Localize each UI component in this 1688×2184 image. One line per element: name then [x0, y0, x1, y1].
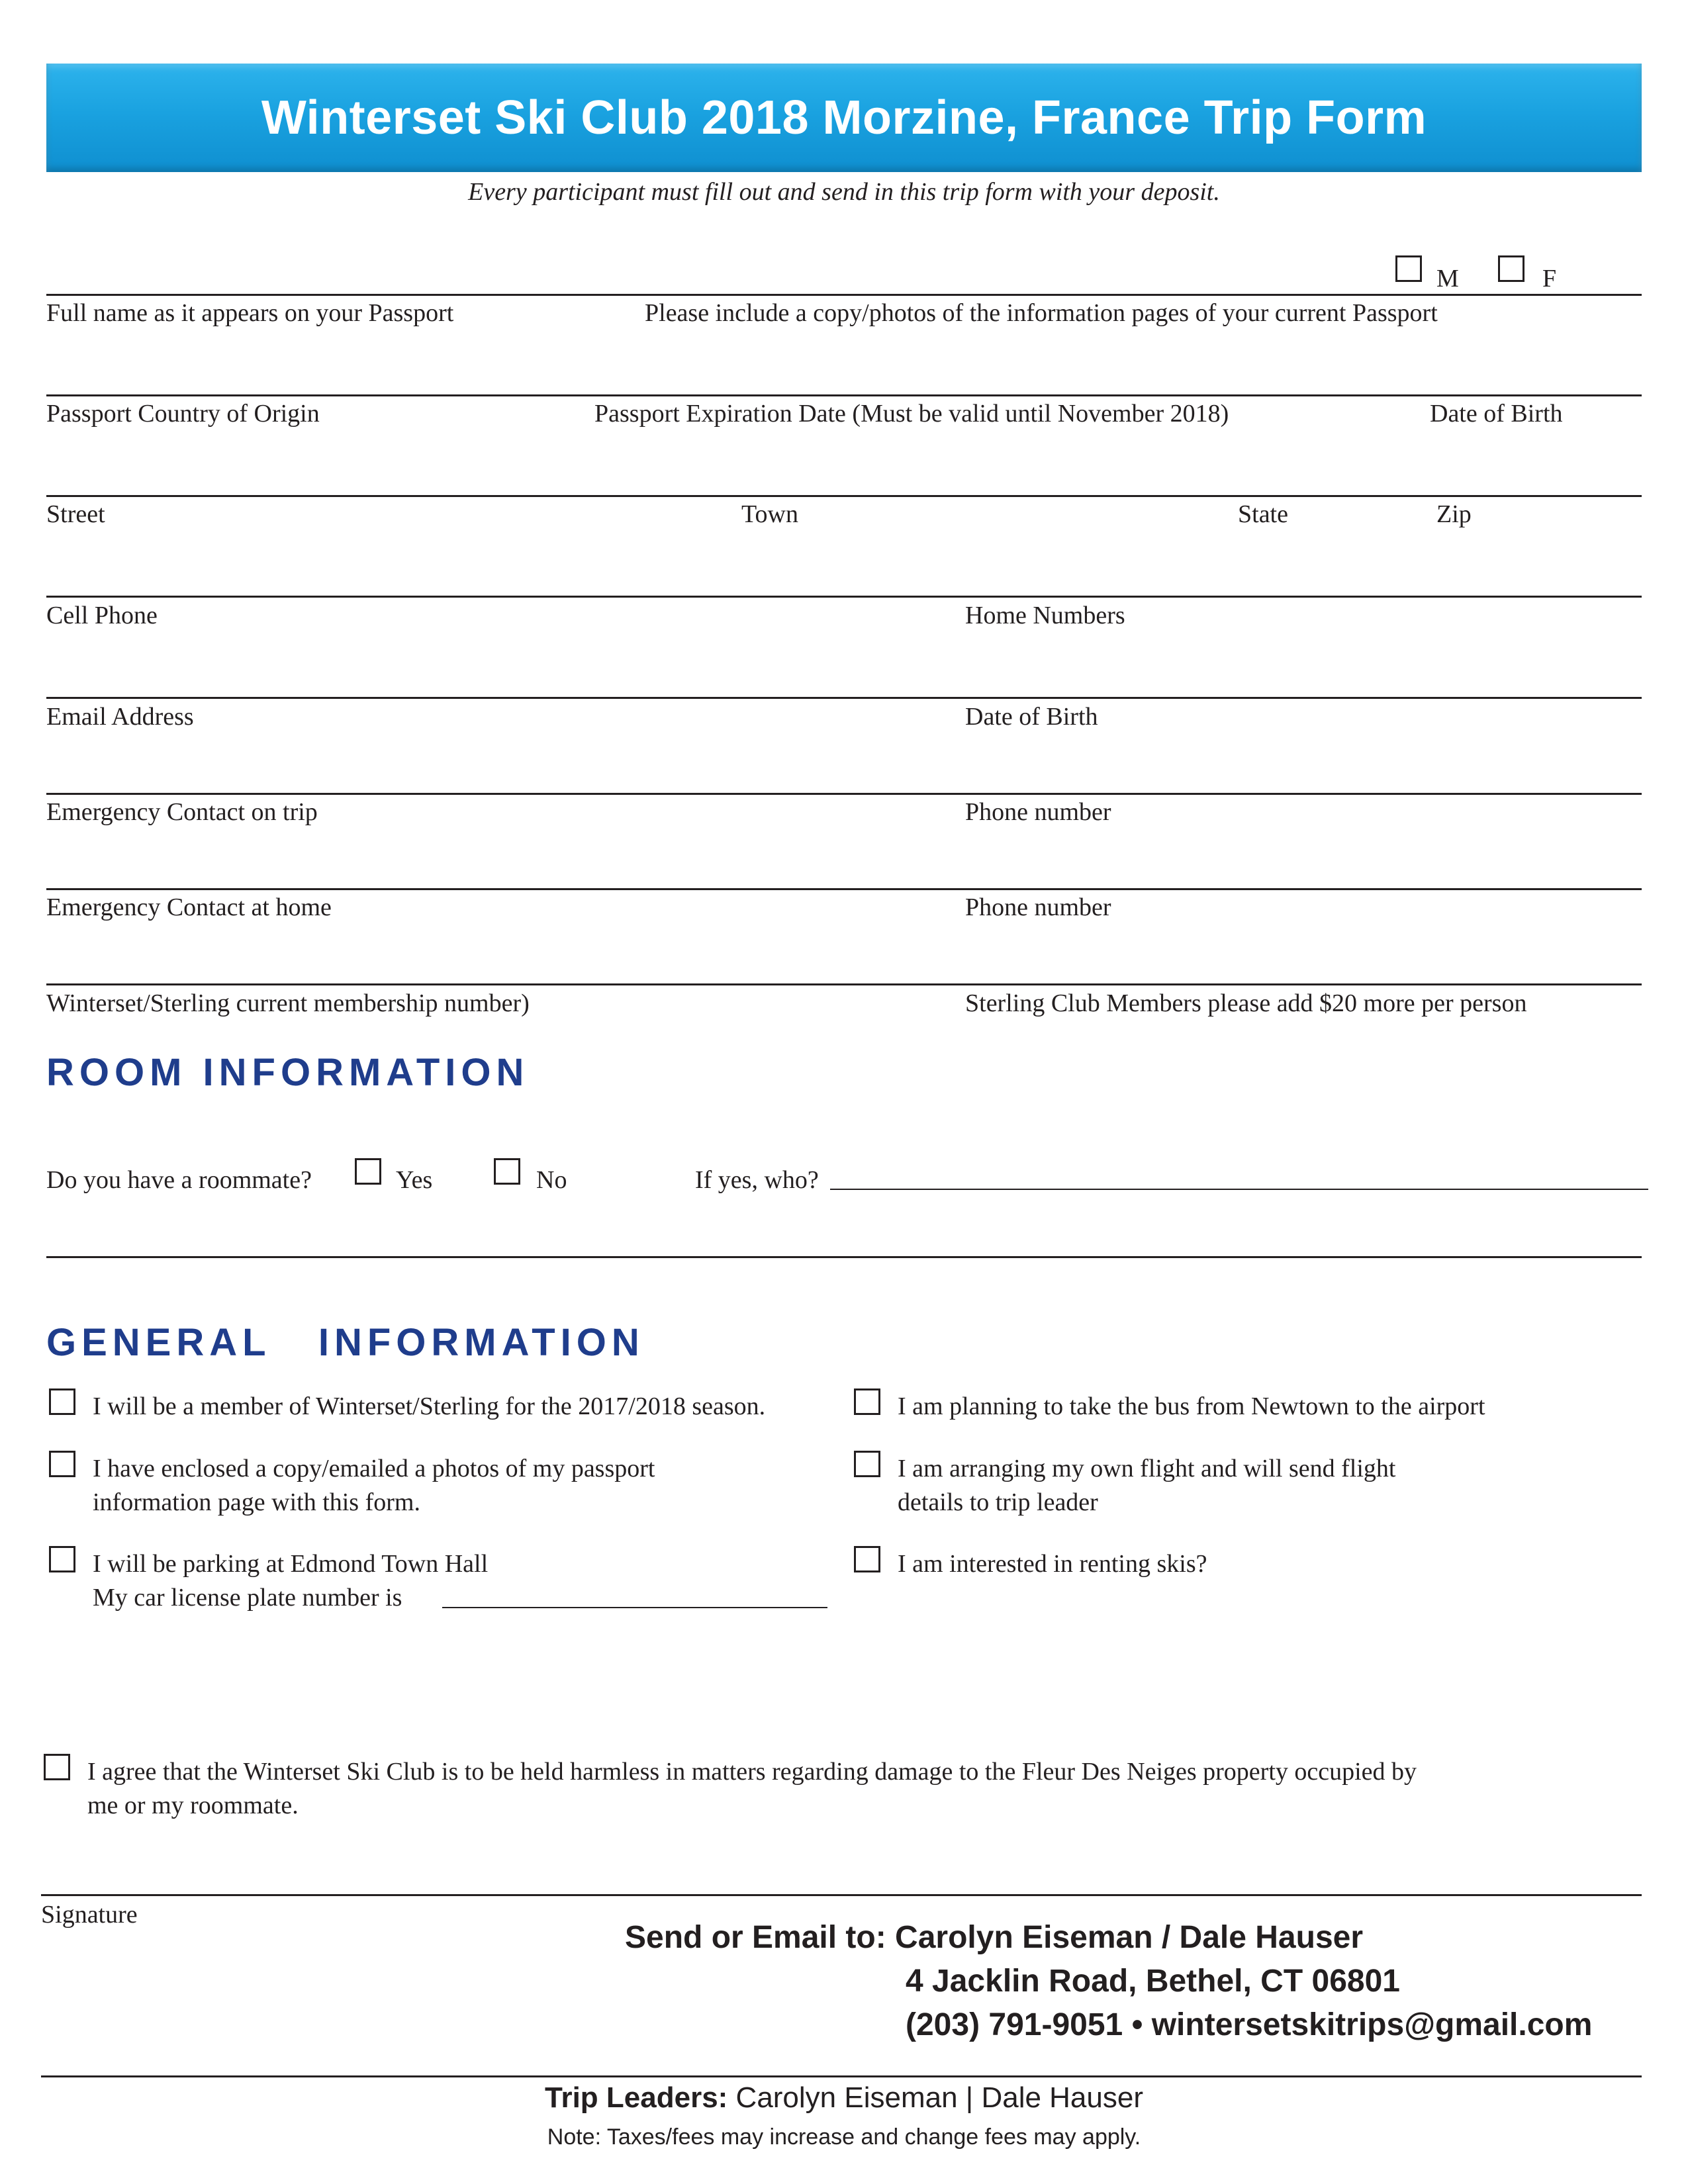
own-flight-label: I am arranging my own flight and will send flight details to trip leader: [898, 1455, 1396, 1516]
passport-line[interactable]: [46, 394, 1642, 396]
emergency-home-label: Emergency Contact at home: [46, 893, 332, 921]
emergency-trip-line[interactable]: [46, 793, 1642, 795]
member-season-label: I will be a member of Winterset/Sterling for the 2017/2018 season.: [93, 1392, 766, 1420]
agreement-checkbox[interactable]: [44, 1754, 70, 1780]
roommate-who-label: If yes, who?: [695, 1166, 819, 1194]
phone-line[interactable]: [46, 596, 1642, 598]
send-to-address: 4 Jacklin Road, Bethel, CT 06801: [906, 1964, 1400, 1999]
page-title: Winterset Ski Club 2018 Morzine, France Trip Form: [261, 91, 1427, 144]
page-subtitle: Every participant must fill out and send in this trip form with your deposit.: [468, 178, 1220, 206]
bus-checkbox[interactable]: [854, 1388, 880, 1415]
rent-skis-label: I am interested in renting skis?: [898, 1550, 1207, 1578]
roommate-yes-label: Yes: [396, 1166, 433, 1194]
room-divider: [46, 1256, 1642, 1258]
roommate-question: Do you have a roommate?: [46, 1166, 312, 1194]
date-of-birth-label-2: Date of Birth: [965, 703, 1098, 731]
full-name-label: Full name as it appears on your Passport: [46, 299, 454, 327]
gender-male-checkbox[interactable]: [1395, 255, 1422, 282]
cell-phone-label: Cell Phone: [46, 602, 158, 629]
title-banner: [46, 64, 1642, 172]
gender-male-label: M: [1436, 265, 1459, 293]
address-line[interactable]: [46, 495, 1642, 497]
footer-divider: [41, 2075, 1642, 2077]
roommate-yes-checkbox[interactable]: [355, 1158, 381, 1185]
phone-trip-label: Phone number: [965, 798, 1111, 826]
trip-leaders-names: Carolyn Eiseman | Dale Hauser: [727, 2081, 1143, 2114]
passport-country-label: Passport Country of Origin: [46, 400, 320, 428]
footer-note: Note: Taxes/fees may increase and change fees may apply.: [547, 2124, 1141, 2150]
gender-female-checkbox[interactable]: [1498, 255, 1524, 282]
passport-copy-note: Please include a copy/photos of the information pages of your current Passport: [645, 299, 1438, 327]
sterling-note: Sterling Club Members please add $20 more per person: [965, 989, 1527, 1017]
emergency-home-line[interactable]: [46, 888, 1642, 890]
passport-enclosed-label: I have enclosed a copy/emailed a photos of my passport information page with this form.: [93, 1455, 655, 1516]
home-numbers-label: Home Numbers: [965, 602, 1125, 629]
emergency-trip-label: Emergency Contact on trip: [46, 798, 318, 826]
signature-label: Signature: [41, 1901, 138, 1929]
member-season-checkbox[interactable]: [49, 1388, 75, 1415]
general-information-heading: GENERAL INFORMATION: [46, 1321, 645, 1364]
parking-checkbox[interactable]: [49, 1546, 75, 1572]
send-to-contact: (203) 791-9051 • wintersetskitrips@gmail.com: [906, 2007, 1593, 2042]
state-label: State: [1238, 500, 1288, 528]
roommate-who-line[interactable]: [830, 1189, 1648, 1190]
town-label: Town: [741, 500, 799, 528]
phone-home-label: Phone number: [965, 893, 1111, 921]
parking-label: I will be parking at Edmond Town Hall: [93, 1550, 489, 1578]
date-of-birth-label: Date of Birth: [1430, 400, 1563, 428]
roommate-no-checkbox[interactable]: [494, 1158, 520, 1185]
trip-leaders: [0, 2083, 1688, 2113]
license-plate-line[interactable]: [442, 1607, 827, 1608]
license-plate-label: My car license plate number is: [93, 1584, 402, 1612]
roommate-no-label: No: [536, 1166, 567, 1194]
room-information-heading: ROOM INFORMATION: [46, 1051, 530, 1094]
gender-female-label: F: [1542, 265, 1557, 293]
street-label: Street: [46, 500, 105, 528]
passport-expiration-label: Passport Expiration Date (Must be valid until November 2018): [594, 400, 1229, 428]
bus-label: I am planning to take the bus from Newtown to the airport: [898, 1392, 1485, 1420]
signature-line[interactable]: [41, 1894, 1642, 1896]
trip-leaders-label: Trip Leaders:: [545, 2081, 728, 2114]
send-to-line: Send or Email to: Carolyn Eiseman / Dale Hauser: [625, 1920, 1364, 1955]
agreement-label: I agree that the Winterset Ski Club is to be held harmless in matters regarding damage to the Fleur Des Neiges property occupied by me or my roommate.: [87, 1758, 1417, 1819]
passport-enclosed-checkbox[interactable]: [49, 1451, 75, 1477]
own-flight-checkbox[interactable]: [854, 1451, 880, 1477]
full-name-line[interactable]: [46, 294, 1642, 296]
zip-label: Zip: [1436, 500, 1472, 528]
rent-skis-checkbox[interactable]: [854, 1546, 880, 1572]
email-line[interactable]: [46, 697, 1642, 699]
email-label: Email Address: [46, 703, 194, 731]
membership-label: Winterset/Sterling current membership number): [46, 989, 530, 1017]
membership-line[interactable]: [46, 983, 1642, 985]
